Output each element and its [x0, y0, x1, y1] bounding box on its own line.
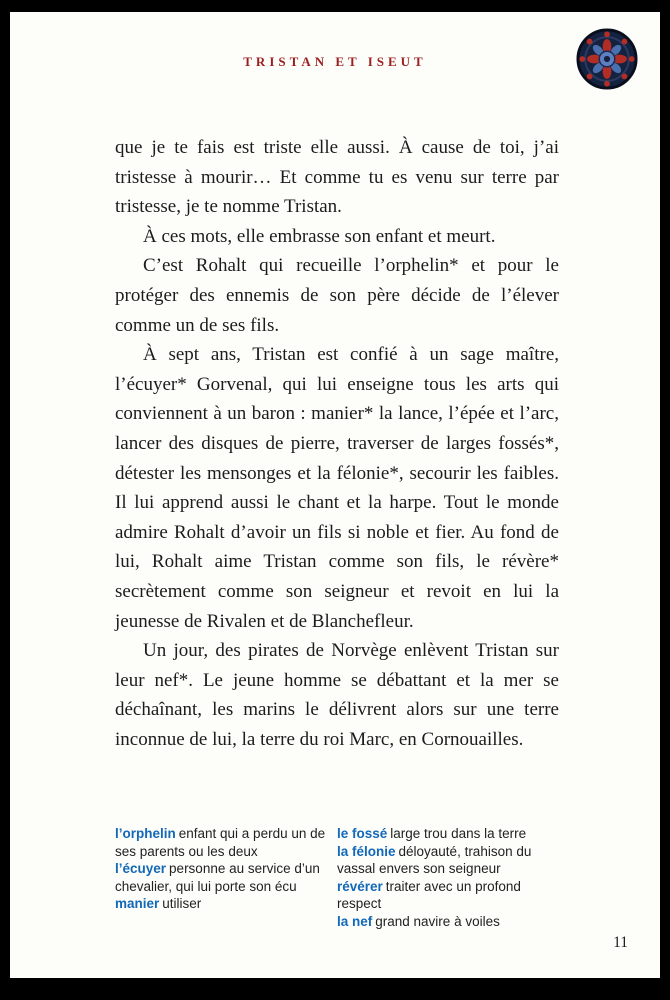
glossary-block	[115, 825, 563, 931]
glossary-term: la félonie	[337, 843, 396, 859]
glossary-definition: traiter avec un profond respect	[337, 878, 521, 912]
glossary-term: la nef	[337, 913, 373, 929]
glossary-definition: large trou dans la terre	[390, 826, 527, 841]
glossary-term: révérer	[337, 878, 383, 894]
glossary-definition: personne au service d’un chevalier, qui lui porte son écu	[115, 861, 320, 894]
body-paragraph: que je te fais est triste elle aussi. À cause de toi, j’ai tristesse à mourir… Et comme tu es venu sur terre par tristesse, je te nomme Tristan.	[115, 137, 559, 218]
glossary-left-column	[115, 825, 326, 931]
glossary-definition: grand navire à voiles	[375, 913, 500, 929]
stained-glass-rose-window-icon	[576, 28, 638, 90]
body-paragraph: À sept ans, Tristan est confié à un sage maître, l’écuyer* Gorvenal, qui lui enseigne tous les arts qui conviennent à un baron : manier* la lance, l’épée et l’arc, lancer des disques de pierre, traverser de larges fossés*, détester les mensonges et la félonie*, secourir les faibles. Il lui apprend aussi le chant et la harpe. Tout le monde admire Rohalt d’avoir un fils si noble et fier. Au fond de lui, Rohalt aime Tristan comme son fils, le révère* secrètement comme son seigneur et revoit en lui la jeunesse de Rivalen et de Blanchefleur.	[115, 344, 559, 632]
body-paragraph: Un jour, des pirates de Norvège enlèvent Tristan sur leur nef*. Le jeune homme se débattant et la mer se déchaînant, les marins le délivrent alors sur une terre inconnue de lui, la terre du roi Marc, en Cornouailles.	[115, 640, 559, 750]
glossary-right-column	[337, 825, 563, 931]
running-head-title: TRISTAN ET ISEUT	[243, 54, 427, 69]
glossary-entry	[337, 843, 563, 878]
glossary-entry	[115, 895, 326, 913]
glossary-entry	[115, 860, 326, 895]
glossary-term: manier	[115, 896, 160, 912]
glossary-term: le fossé	[337, 826, 388, 841]
glossary-definition: enfant qui a perdu un de ses parents ou les deux	[115, 826, 326, 859]
glossary-definition: utiliser	[162, 896, 202, 912]
body-paragraph: À ces mots, elle embrasse son enfant et meurt.	[143, 225, 496, 247]
glossary-entry	[337, 913, 563, 931]
page-number: 11	[613, 934, 628, 951]
glossary-entry	[115, 825, 326, 860]
glossary-definition: déloyauté, trahison du vassal envers son seigneur	[337, 843, 532, 877]
main-text-block	[115, 133, 559, 754]
body-paragraph: C’est Rohalt qui recueille l’orphelin* et pour le protéger des ennemis de son père décide de l’élever comme un de ses fils.	[115, 255, 559, 336]
glossary-term: l’écuyer	[115, 861, 167, 877]
glossary-term: l’orphelin	[115, 826, 176, 841]
glossary-entry	[337, 878, 563, 913]
paper-sheet	[10, 12, 660, 978]
glossary-entry	[337, 825, 563, 843]
